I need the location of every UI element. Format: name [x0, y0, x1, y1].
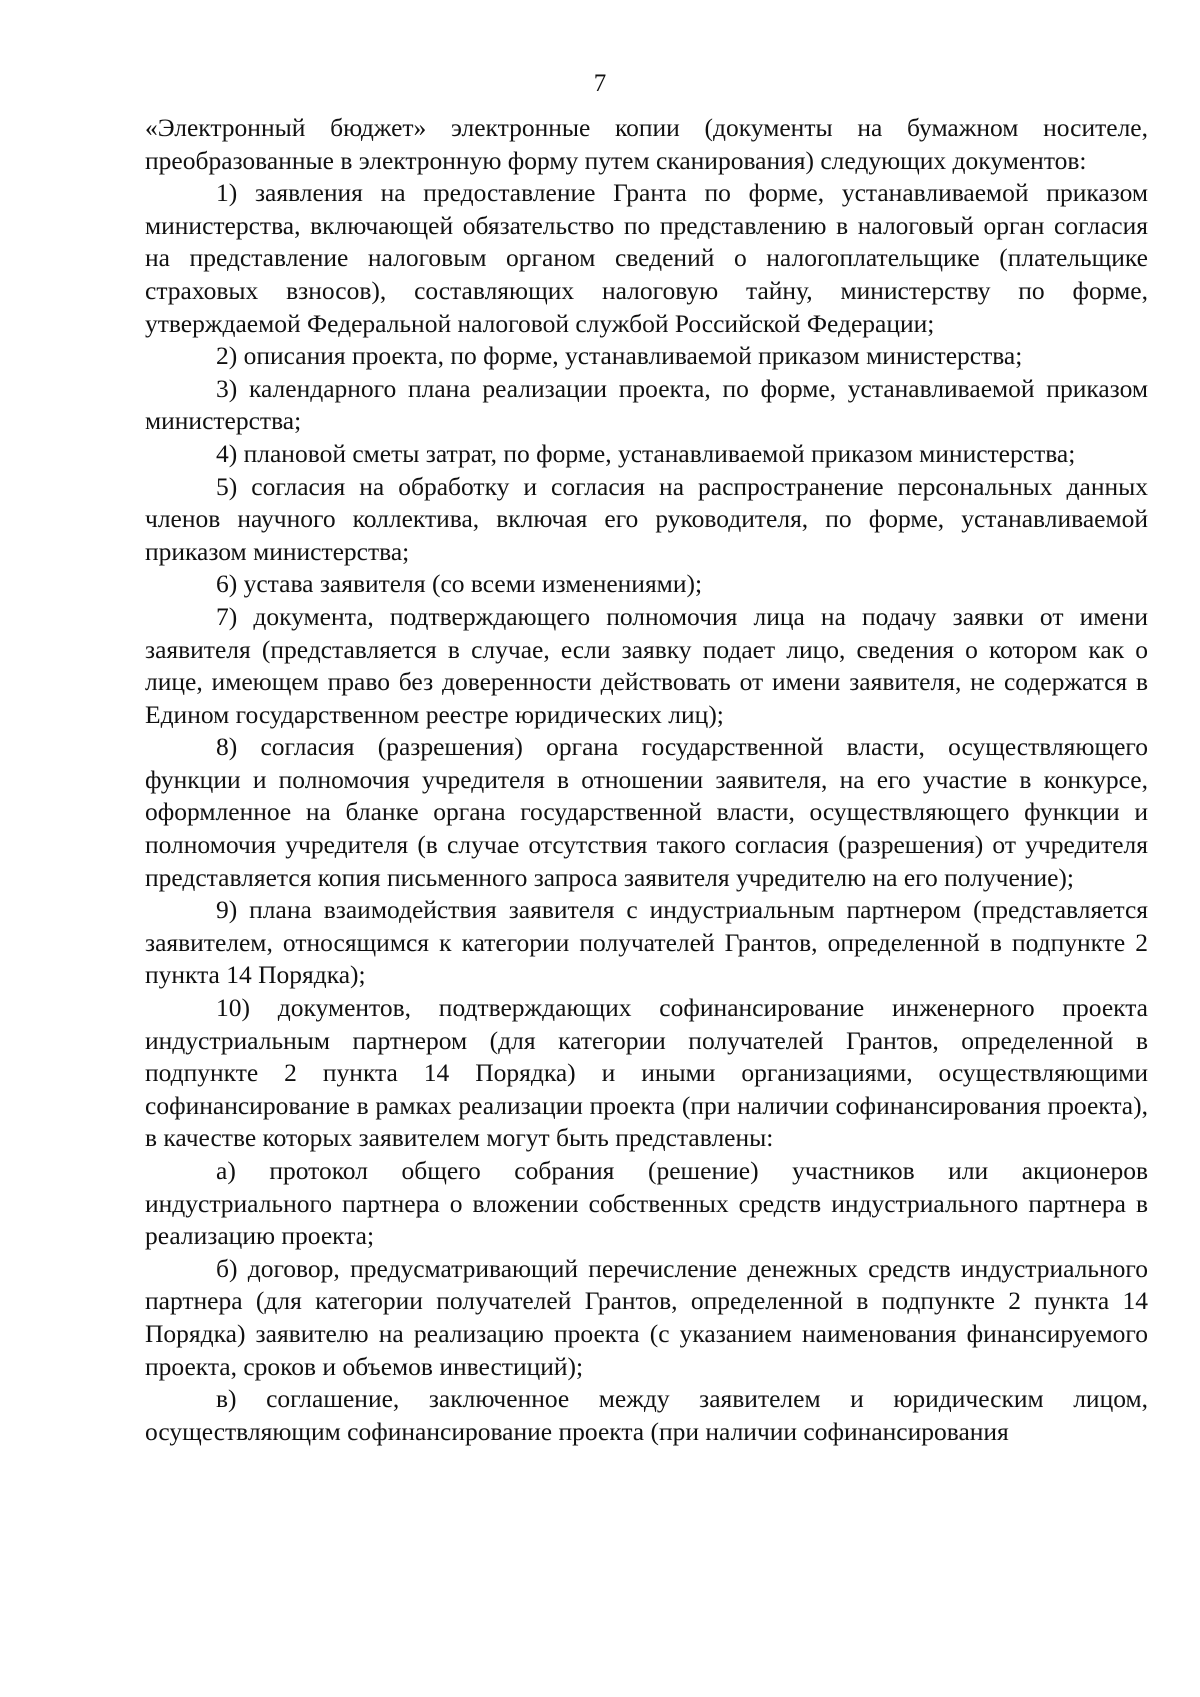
list-item-3: 3) календарного плана реализации проекта, по форме, устанавливаемой приказом министерства; [145, 373, 1148, 436]
list-item-10: 10) документов, подтверждающих софинансирование инженерного проекта индустриальным партнером (для категории получателей Грантов, определенной в подпункте 2 пункта 14 Порядка) и иными организациями, осуществляющими софинансирование в рамках реализации проекта (при наличии софинансирования проекта), в качестве которых заявителем могут быть представлены: [145, 993, 1148, 1153]
paragraph-intro: «Электронный бюджет» электронные копии (документы на бумажном носителе, преобразованные в электронную форму путем сканирования) следующих документов: [145, 113, 1148, 175]
list-item-1: 1) заявления на предоставление Гранта по форме, устанавливаемой приказом министерства, включающей обязательство по представлению в налоговый орган согласия на представление налоговым органом сведений о налогоплательщике (плательщике страховых взносов), составляющих налоговую тайну, министерству по форме, утверждаемой Федеральной налоговой службой Российской Федерации; [145, 178, 1148, 338]
document-body [145, 112, 1148, 1448]
list-item-5: 5) согласия на обработку и согласия на распространение персональных данных членов научного коллектива, включая его руководителя, по форме, устанавливаемой приказом министерства; [145, 471, 1148, 566]
page-number: 7 [593, 70, 607, 97]
list-item-6: 6) устава заявителя (со всеми изменениями); [216, 569, 703, 599]
list-item-4: 4) плановой сметы затрат, по форме, устанавливаемой приказом министерства; [216, 438, 1076, 468]
list-item-2: 2) описания проекта, по форме, устанавливаемой приказом министерства; [216, 341, 1023, 371]
list-item-8: 8) согласия (разрешения) органа государственной власти, осуществляющего функции и полномочия учредителя в отношении заявителя, на его участие в конкурсе, оформленное на бланке органа государственной власти, осуществляющего функции и полномочия учредителя (в случае отсутствия такого согласия (разрешения) от учредителя представляется копия письменного запроса заявителя учредителю на его получение); [145, 732, 1148, 892]
sub-item-b: б) договор, предусматривающий перечисление денежных средств индустриального партнера (для категории получателей Грантов, определенной в подпункте 2 пункта 14 Порядка) заявителю на реализацию проекта (с указанием наименования финансируемого проекта, сроков и объемов инвестиций); [145, 1253, 1148, 1381]
sub-item-v: в) соглашение, заключенное между заявителем и юридическим лицом, осуществляющим софинансирование проекта (при наличии софинансирования [145, 1384, 1148, 1446]
list-item-9: 9) плана взаимодействия заявителя с индустриальным партнером (представляется заявителем, относящимся к категории получателей Грантов, определенной в подпункте 2 пункта 14 Порядка); [145, 895, 1148, 990]
list-item-7: 7) документа, подтверждающего полномочия лица на подачу заявки от имени заявителя (представляется в случае, если заявку подает лицо, сведения о котором как о лице, имеющем право без доверенности действовать от имени заявителя, не содержатся в Едином государственном реестре юридических лиц); [145, 601, 1148, 729]
sub-item-a: а) протокол общего собрания (решение) участников или акционеров индустриального партнера о вложении собственных средств индустриального партнера в реализацию проекта; [145, 1156, 1148, 1251]
